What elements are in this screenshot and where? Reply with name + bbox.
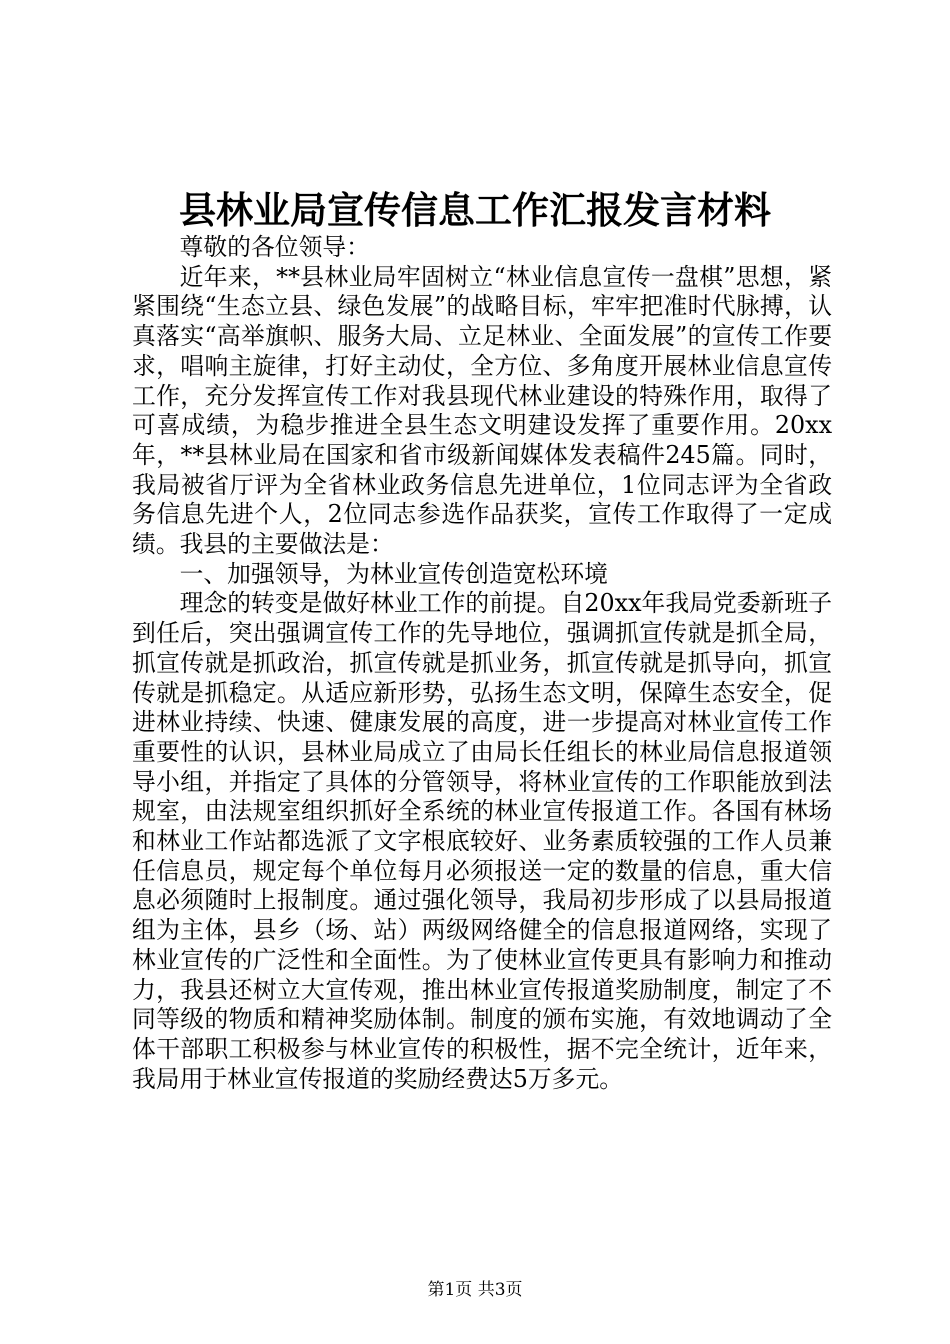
intro-paragraph: 近年来，**县林业局牢固树立“林业信息宣传一盘棋”思想，紧紧围绕“生态立县、绿色发展”的战略目标，牢牢把准时代脉搏，认真落实“高举旗帜、服务大局、立足林业、全面发展”的宣传工作要求，唱响主旋律，打好主动仗，全方位、多角度开展林业信息宣传工作，充分发挥宣传工作对我县现代林业建设的特殊作用，取得了可喜成绩，为稳步推进全县生态文明建设发挥了重要作用。20xx年，**县林业局在国家和省市级新闻媒体发表稿件245篇。同时，我局被省厅评为全省林业政务信息先进单位，1位同志评为全省政务信息先进个人，2位同志参选作品获奖，宣传工作取得了一定成绩。我县的主要做法是： xyxy=(132,262,832,559)
page-number-footer: 第1页 共3页 xyxy=(427,1280,523,1300)
document-title: 县林业局宣传信息工作汇报发言材料 xyxy=(179,188,771,232)
body-paragraph: 理念的转变是做好林业工作的前提。自20xx年我局党委新班子到任后，突出强调宣传工作的先导地位，强调抓宣传就是抓全局，抓宣传就是抓政治，抓宣传就是抓业务，抓宣传就是抓导向，抓宣传就是抓稳定。从适应新形势，弘扬生态文明，保障生态安全，促进林业持续、快速、健康发展的高度，进一步提高对林业宣传工作重要性的认识，县林业局成立了由局长任组长的林业局信息报道领导小组，并指定了具体的分管领导，将林业宣传的工作职能放到法规室，由法规室组织抓好全系统的林业宣传报道工作。各国有林场和林业工作站都选派了文字根底较好、业务素质较强的工作人员兼任信息员，规定每个单位每月必须报送一定的数量的信息，重大信息必须随时上报制度。通过强化领导，我局初步形成了以县局报道组为主体，县乡（场、站）两级网络健全的信息报道网络，实现了林业宣传的广泛性和全面性。为了使林业宣传更具有影响力和推动力，我县还树立大宣传观，推出林业宣传报道奖励制度，制定了不同等级的物质和精神奖励体制。制度的颁布实施，有效地调动了全体干部职工积极参与林业宣传的积极性，据不完全统计，近年来，我局用于林业宣传报道的奖励经费达5万多元。 xyxy=(132,589,832,1093)
document-body xyxy=(132,233,832,1094)
salutation-paragraph: 尊敬的各位领导： xyxy=(179,233,370,261)
section-heading: 一、加强领导，为林业宣传创造宽松环境 xyxy=(179,559,608,588)
